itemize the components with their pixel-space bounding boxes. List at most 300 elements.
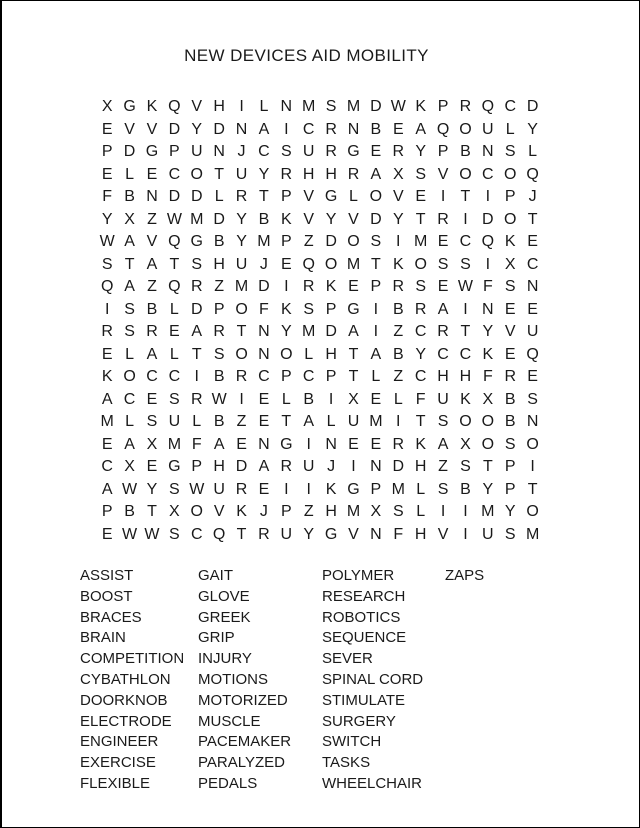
- word-list-item: PEDALS: [198, 774, 258, 792]
- grid-cell: F: [393, 525, 404, 543]
- word-list-item: STIMULATE: [322, 691, 406, 709]
- grid-cell: E: [392, 120, 404, 138]
- grid-cell: B: [213, 413, 225, 431]
- grid-cell: D: [482, 210, 494, 228]
- grid-cell: Y: [527, 120, 538, 138]
- grid-cell: Y: [236, 233, 247, 251]
- grid-cell: X: [101, 98, 113, 116]
- grid-cell: O: [190, 165, 203, 183]
- grid-cell: Y: [258, 165, 270, 183]
- grid-cell: U: [213, 480, 225, 498]
- grid-cell: K: [325, 278, 337, 296]
- grid-cell: W: [122, 525, 138, 543]
- grid-cell: O: [459, 120, 472, 138]
- grid-cell: E: [146, 165, 158, 183]
- grid-cell: R: [235, 480, 248, 498]
- grid-cell: G: [168, 458, 181, 476]
- word-list-item: PACEMAKER: [198, 733, 292, 751]
- grid-cell: C: [146, 368, 158, 386]
- grid-cell: K: [415, 98, 426, 116]
- grid-cell: U: [168, 413, 181, 431]
- grid-cell: S: [415, 165, 426, 183]
- grid-cell: C: [168, 165, 181, 183]
- grid-cell: M: [346, 255, 361, 273]
- grid-cell: O: [369, 188, 383, 206]
- grid-cell: Y: [325, 210, 337, 228]
- grid-cell: T: [147, 503, 157, 521]
- grid-cell: B: [370, 120, 382, 138]
- word-list-column: [445, 566, 484, 795]
- grid-cell: H: [414, 458, 427, 476]
- word-list-item: ASSIST: [80, 567, 134, 584]
- grid-cell: A: [124, 435, 135, 453]
- grid-cell: S: [280, 143, 292, 161]
- grid-cell: M: [346, 503, 361, 521]
- word-list-item: ZAPS: [445, 567, 485, 584]
- grid-cell: S: [124, 300, 135, 318]
- grid-row: [96, 164, 544, 187]
- grid-cell: V: [191, 98, 203, 116]
- grid-cell: N: [258, 323, 270, 341]
- grid-cell: I: [463, 210, 468, 228]
- grid-cell: U: [235, 255, 248, 273]
- grid-cell: A: [370, 345, 382, 363]
- grid-cell: J: [259, 503, 268, 521]
- grid-cell: S: [392, 503, 404, 521]
- grid-cell: U: [526, 323, 539, 341]
- grid-cell: U: [482, 525, 494, 543]
- grid-cell: C: [123, 390, 136, 408]
- grid-cell: A: [124, 233, 135, 251]
- grid-cell: Q: [212, 525, 226, 543]
- word-list-item: POLYMER: [322, 567, 395, 584]
- grid-cell: O: [459, 413, 472, 431]
- grid-cell: O: [123, 368, 136, 386]
- grid-cell: I: [373, 323, 379, 341]
- grid-cell: Y: [280, 323, 292, 341]
- grid-cell: D: [168, 188, 181, 206]
- grid-cell: B: [124, 503, 135, 521]
- grid-cell: B: [213, 233, 225, 251]
- grid-cell: S: [504, 435, 516, 453]
- word-list-item: SEVER: [322, 650, 373, 668]
- grid-cell: R: [437, 210, 449, 228]
- grid-cell: N: [526, 278, 539, 296]
- grid-cell: C: [504, 98, 516, 116]
- grid-cell: Z: [303, 503, 314, 521]
- grid-cell: I: [485, 188, 491, 206]
- grid-cell: T: [482, 458, 493, 476]
- grid-cell: R: [190, 278, 203, 296]
- grid-cell: U: [347, 413, 360, 431]
- grid-cell: P: [280, 188, 292, 206]
- grid-cell: A: [437, 300, 449, 318]
- grid-row: [96, 96, 544, 119]
- word-list-column: [80, 566, 198, 795]
- grid-cell: Z: [303, 233, 314, 251]
- grid-cell: O: [504, 165, 517, 183]
- grid-cell: H: [325, 503, 337, 521]
- grid-cell: Q: [168, 278, 181, 296]
- grid-cell: U: [437, 390, 449, 408]
- grid-cell: U: [280, 525, 293, 543]
- grid-cell: I: [463, 300, 468, 318]
- grid-cell: A: [191, 323, 203, 341]
- grid-cell: E: [370, 143, 382, 161]
- grid-cell: X: [124, 458, 135, 476]
- word-list-item: TASKS: [322, 754, 371, 772]
- grid-row: [96, 456, 544, 479]
- grid-cell: V: [124, 120, 135, 138]
- grid-cell: L: [416, 480, 426, 498]
- grid-cell: W: [122, 480, 138, 498]
- grid-row: [96, 321, 544, 344]
- grid-cell: P: [191, 458, 203, 476]
- grid-row: [96, 411, 544, 434]
- grid-cell: I: [396, 413, 401, 431]
- grid-cell: M: [369, 413, 383, 431]
- grid-cell: N: [526, 413, 539, 431]
- grid-cell: R: [325, 143, 337, 161]
- grid-cell: M: [234, 278, 249, 296]
- grid-cell: U: [190, 143, 203, 161]
- grid-cell: I: [284, 278, 289, 296]
- grid-cell: F: [415, 390, 426, 408]
- grid-cell: P: [101, 503, 113, 521]
- grid-cell: M: [257, 233, 271, 251]
- grid-cell: Y: [504, 503, 516, 521]
- grid-cell: V: [437, 525, 449, 543]
- grid-cell: Q: [526, 345, 539, 363]
- grid-cell: U: [302, 458, 315, 476]
- word-list-item: EXERCISE: [80, 754, 156, 772]
- grid-cell: Q: [526, 165, 539, 183]
- grid-cell: B: [146, 300, 158, 318]
- grid-row: [96, 389, 544, 412]
- word-list-item: ENGINEER: [80, 733, 159, 751]
- grid-cell: F: [482, 278, 493, 296]
- grid-cell: N: [370, 525, 382, 543]
- grid-cell: U: [235, 165, 248, 183]
- grid-cell: E: [236, 435, 247, 453]
- grid-cell: S: [437, 255, 449, 273]
- grid-cell: O: [235, 300, 248, 318]
- grid-cell: R: [190, 390, 203, 408]
- grid-cell: X: [124, 210, 135, 228]
- grid-cell: M: [525, 525, 540, 543]
- grid-cell: S: [169, 480, 180, 498]
- grid-cell: G: [145, 143, 159, 161]
- grid-cell: H: [414, 525, 427, 543]
- grid-cell: I: [306, 480, 311, 498]
- grid-cell: M: [302, 323, 316, 341]
- grid-cell: P: [280, 368, 292, 386]
- grid-cell: C: [302, 120, 315, 138]
- grid-cell: Z: [393, 368, 404, 386]
- grid-cell: Y: [482, 323, 494, 341]
- grid-cell: C: [258, 143, 270, 161]
- grid-cell: E: [527, 300, 538, 318]
- grid-cell: I: [530, 458, 535, 476]
- grid-cell: E: [348, 435, 359, 453]
- word-list-item: GREEK: [198, 608, 251, 626]
- grid-cell: E: [504, 300, 516, 318]
- grid-cell: W: [189, 480, 205, 498]
- grid-cell: Z: [236, 413, 247, 431]
- word-list-item: DOORKNOB: [80, 691, 168, 709]
- grid-cell: M: [346, 98, 361, 116]
- grid-cell: R: [504, 368, 516, 386]
- word-list-item: MOTIONS: [198, 670, 268, 688]
- grid-cell: X: [392, 165, 404, 183]
- grid-cell: G: [347, 300, 360, 318]
- grid-cell: E: [169, 323, 180, 341]
- grid-cell: C: [459, 345, 472, 363]
- grid-cell: B: [213, 368, 225, 386]
- grid-cell: E: [370, 390, 382, 408]
- grid-cell: Y: [191, 120, 203, 138]
- grid-row: [96, 434, 544, 457]
- grid-cell: R: [392, 278, 405, 296]
- grid-cell: Y: [415, 143, 426, 161]
- grid-cell: I: [284, 120, 289, 138]
- grid-cell: E: [527, 368, 538, 386]
- grid-cell: C: [302, 368, 315, 386]
- grid-cell: M: [190, 210, 204, 228]
- grid-cell: P: [370, 480, 382, 498]
- grid-cell: M: [100, 413, 114, 431]
- grid-cell: I: [396, 233, 401, 251]
- word-list-column: [198, 566, 322, 795]
- grid-cell: D: [213, 120, 225, 138]
- grid-cell: K: [504, 233, 516, 251]
- grid-cell: A: [370, 165, 382, 183]
- grid-cell: T: [169, 255, 180, 273]
- grid-cell: I: [284, 480, 289, 498]
- grid-cell: P: [437, 143, 449, 161]
- grid-cell: R: [146, 323, 158, 341]
- grid-cell: P: [504, 480, 516, 498]
- grid-cell: A: [101, 390, 113, 408]
- grid-cell: B: [258, 210, 270, 228]
- grid-cell: M: [414, 233, 428, 251]
- grid-cell: G: [324, 525, 338, 543]
- grid-cell: A: [437, 435, 449, 453]
- grid-cell: G: [347, 480, 360, 498]
- grid-row: [96, 366, 544, 389]
- grid-row: [96, 524, 544, 547]
- grid-cell: D: [190, 188, 203, 206]
- grid-cell: L: [125, 413, 135, 431]
- grid-cell: A: [415, 120, 426, 138]
- grid-cell: B: [504, 413, 516, 431]
- grid-cell: S: [527, 390, 538, 408]
- grid-cell: Z: [438, 458, 448, 476]
- grid-cell: C: [168, 368, 181, 386]
- word-list-item: GRIP: [198, 629, 235, 647]
- grid-cell: L: [281, 390, 291, 408]
- grid-cell: X: [169, 503, 180, 521]
- grid-cell: H: [325, 165, 337, 183]
- word-list-item: MOTORIZED: [198, 691, 288, 709]
- grid-cell: J: [237, 143, 246, 161]
- grid-cell: T: [348, 345, 359, 363]
- grid-cell: R: [101, 323, 113, 341]
- word-list-item: SWITCH: [322, 733, 382, 751]
- grid-cell: N: [482, 143, 494, 161]
- word-list-item: SPINAL CORD: [322, 670, 424, 688]
- grid-cell: U: [302, 143, 315, 161]
- grid-cell: G: [190, 233, 203, 251]
- grid-cell: K: [392, 255, 404, 273]
- grid-cell: Z: [393, 323, 404, 341]
- grid-cell: I: [440, 503, 446, 521]
- grid-cell: M: [302, 98, 316, 116]
- grid-cell: A: [348, 323, 359, 341]
- grid-cell: D: [325, 323, 337, 341]
- grid-cell: E: [258, 413, 270, 431]
- grid-cell: R: [235, 368, 248, 386]
- grid-row: [96, 501, 544, 524]
- grid-cell: O: [504, 210, 517, 228]
- grid-cell: H: [213, 255, 225, 273]
- grid-cell: R: [414, 300, 427, 318]
- grid-cell: L: [528, 143, 538, 161]
- grid-cell: D: [370, 98, 382, 116]
- grid-cell: B: [504, 390, 516, 408]
- grid-cell: D: [235, 458, 248, 476]
- grid-cell: Q: [168, 233, 181, 251]
- grid-cell: W: [166, 210, 182, 228]
- grid-cell: J: [528, 188, 537, 206]
- grid-cell: S: [303, 300, 315, 318]
- grid-cell: E: [101, 435, 113, 453]
- grid-cell: O: [481, 435, 495, 453]
- grid-cell: G: [280, 435, 293, 453]
- grid-cell: Y: [303, 525, 315, 543]
- grid-cell: S: [169, 390, 180, 408]
- grid-cell: I: [440, 188, 446, 206]
- grid-cell: N: [325, 435, 337, 453]
- grid-cell: C: [190, 525, 203, 543]
- grid-cell: E: [348, 278, 359, 296]
- grid-cell: V: [146, 233, 158, 251]
- grid-cell: P: [370, 278, 382, 296]
- grid-cell: E: [504, 345, 516, 363]
- grid-cell: V: [348, 525, 359, 543]
- grid-cell: E: [258, 480, 270, 498]
- grid-cell: R: [347, 165, 360, 183]
- grid-cell: L: [393, 390, 403, 408]
- grid-cell: N: [213, 143, 225, 161]
- grid-cell: V: [303, 188, 315, 206]
- grid-cell: P: [325, 300, 337, 318]
- grid-cell: N: [235, 120, 248, 138]
- grid-cell: K: [146, 98, 158, 116]
- grid-cell: H: [437, 368, 449, 386]
- grid-cell: K: [460, 390, 471, 408]
- grid-cell: N: [347, 120, 360, 138]
- grid-cell: T: [281, 413, 292, 431]
- grid-cell: F: [482, 368, 493, 386]
- grid-cell: R: [392, 435, 405, 453]
- grid-cell: Z: [147, 210, 157, 228]
- grid-cell: I: [463, 525, 468, 543]
- grid-cell: S: [504, 525, 516, 543]
- word-list-item: GLOVE: [198, 587, 250, 605]
- grid-cell: R: [213, 323, 225, 341]
- grid-cell: P: [504, 188, 516, 206]
- grid-cell: D: [123, 143, 136, 161]
- grid-cell: T: [460, 323, 471, 341]
- grid-cell: R: [235, 188, 248, 206]
- grid-cell: E: [146, 390, 158, 408]
- grid-cell: L: [326, 413, 336, 431]
- grid-cell: R: [258, 525, 270, 543]
- grid-row: [96, 299, 544, 322]
- grid-cell: N: [482, 300, 494, 318]
- grid-cell: M: [481, 503, 495, 521]
- word-list-item: GAIT: [198, 567, 234, 584]
- grid-cell: B: [460, 143, 471, 161]
- grid-cell: S: [146, 413, 158, 431]
- grid-cell: V: [213, 503, 225, 521]
- grid-cell: E: [415, 188, 426, 206]
- grid-cell: T: [460, 188, 471, 206]
- grid-cell: B: [392, 345, 404, 363]
- grid-cell: V: [348, 210, 359, 228]
- word-list-item: PARALYZED: [198, 754, 285, 772]
- grid-cell: T: [124, 255, 135, 273]
- grid-cell: C: [482, 165, 494, 183]
- grid-cell: L: [214, 188, 224, 206]
- grid-cell: P: [504, 458, 516, 476]
- grid-cell: Y: [415, 345, 426, 363]
- grid-cell: V: [392, 188, 404, 206]
- grid-cell: Q: [168, 98, 181, 116]
- grid-cell: E: [527, 233, 538, 251]
- word-list-item: BRACES: [80, 608, 142, 626]
- grid-cell: N: [258, 435, 270, 453]
- grid-cell: C: [258, 368, 270, 386]
- word-list-item: FLEXIBLE: [80, 774, 151, 792]
- grid-cell: C: [437, 345, 449, 363]
- puzzle-title: NEW DEVICES AID MOBILITY: [184, 46, 429, 65]
- grid-cell: D: [392, 458, 405, 476]
- grid-cell: L: [125, 165, 135, 183]
- grid-cell: I: [306, 435, 311, 453]
- grid-cell: P: [169, 143, 180, 161]
- grid-cell: F: [102, 188, 113, 206]
- grid-cell: E: [101, 120, 113, 138]
- grid-cell: R: [280, 165, 293, 183]
- grid-cell: J: [327, 458, 336, 476]
- grid-cell: A: [303, 413, 315, 431]
- grid-cell: S: [460, 255, 471, 273]
- grid-cell: Z: [214, 278, 225, 296]
- grid-cell: K: [101, 368, 113, 386]
- grid-cell: P: [101, 143, 113, 161]
- grid-cell: E: [437, 278, 449, 296]
- grid-cell: S: [460, 458, 471, 476]
- grid-cell: S: [101, 255, 113, 273]
- grid-cell: O: [526, 503, 539, 521]
- grid-cell: C: [101, 458, 113, 476]
- grid-cell: N: [258, 345, 270, 363]
- grid-cell: S: [169, 525, 180, 543]
- grid-cell: I: [485, 255, 491, 273]
- grid-cell: K: [236, 503, 247, 521]
